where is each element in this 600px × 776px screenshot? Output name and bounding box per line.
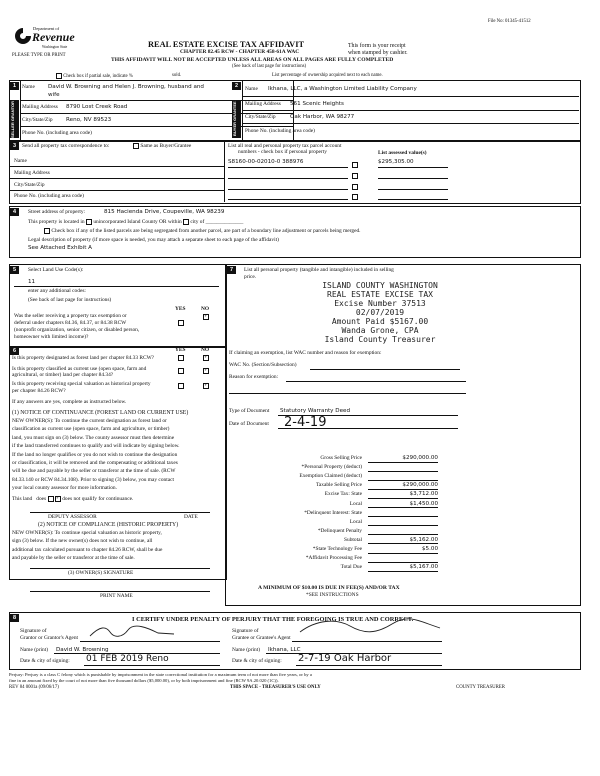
tax-row-value[interactable]: $5,167.00	[409, 564, 438, 571]
tax-row-value[interactable]: $1,450.00	[409, 500, 438, 507]
grantor-sig-label2: Grantor or Grantor's Agent	[20, 635, 79, 641]
continuance-row: This land does ✓ does not qualify for continuance.	[12, 496, 134, 503]
exemption-claim-label: If claiming an exemption, list WAC number and reason for exemption:	[229, 350, 382, 356]
located-label: This property is located in unincorporated Island County OR within city of ______________	[28, 219, 244, 226]
grantee-name-label: Name (print)	[232, 647, 260, 653]
notice1-line: land, you must sign on (3) below. The county assessor must then determine	[12, 434, 175, 441]
forest-yes-checkbox[interactable]	[178, 355, 184, 361]
doc-type-label: Type of Document	[229, 408, 270, 414]
stamp-line4: 02/07/2019	[355, 308, 405, 317]
s6-yes: YES	[175, 347, 186, 353]
see-instructions: *SEE INSTRUCTIONS	[306, 592, 359, 598]
street-label: Street address of property:	[28, 209, 86, 215]
historic-no-checkbox[interactable]: ✓	[204, 383, 209, 388]
buyer-mailing-label: Mailing Address	[245, 101, 281, 107]
exemption-q-line3: (nonprofit organization, senior citizen, or disabled person,	[14, 327, 140, 333]
s5-yes: YES	[175, 306, 186, 312]
unincorporated-checkbox[interactable]	[86, 219, 92, 225]
notice2-line: and payable by the seller or transferor at the time of sale.	[12, 555, 135, 562]
tax-row-label: Taxable Selling Price	[315, 482, 362, 489]
notice2-title: (2) NOTICE OF COMPLIANCE (HISTORIC PROPERTY)	[38, 522, 179, 528]
stamp-line3: Excise Number 37513	[334, 299, 426, 308]
tax-row-value[interactable]: $5.00	[421, 546, 438, 552]
receipt-note-1: This form is your receipt	[348, 43, 406, 49]
notice1-line: your local county assessor for more information.	[12, 485, 117, 492]
does-checkbox[interactable]	[48, 496, 54, 502]
additional-codes-label: enter any additional codes:	[28, 288, 86, 294]
doc-date-value[interactable]: 2-4-19	[284, 415, 327, 430]
tax-row-value[interactable]: $5,162.00	[409, 536, 438, 543]
parcel-pp-checkbox-4[interactable]	[352, 194, 358, 200]
parcel-pp-checkbox-3[interactable]	[352, 184, 358, 190]
seller-name-label: Name	[22, 84, 35, 90]
tax-row-underline	[368, 462, 438, 463]
reason-label: Reason for exemption:	[229, 374, 279, 380]
assessed-value[interactable]: $295,305.00	[378, 159, 414, 165]
grantee-sig-label1: Signature of	[232, 628, 259, 634]
exemption-q-line1: Was the seller receiving a property tax exemption or	[14, 313, 127, 319]
grantor-name-label: Name (print)	[20, 647, 48, 653]
tax-row-label: *Affidavit Processing Fee	[305, 555, 362, 562]
segregation-checkbox[interactable]	[44, 228, 50, 234]
same-as-buyer-checkbox[interactable]	[133, 143, 139, 149]
tax-row-label: *Delinquent Interest: State	[304, 509, 362, 516]
sold-label: sold.	[172, 73, 182, 78]
notice2-line: NEW OWNER(S): To continue special valuation as historic property,	[12, 530, 162, 536]
notice1-title: (1) NOTICE OF CONTINUANCE (FOREST LAND OR CURRENT USE)	[12, 410, 189, 416]
stamp-line1: ISLAND COUNTY WASHINGTON	[322, 281, 438, 290]
list-pct-label: List percentage of ownership acquired next to each name.	[272, 73, 383, 78]
tax-row-underline	[368, 507, 438, 508]
tax-row-label: Excise Tax: State	[324, 491, 362, 498]
tax-row-value[interactable]: $290,000.00	[402, 482, 438, 489]
same-as-buyer: Same as Buyer/Grantee	[133, 143, 191, 149]
if-any-yes: If any answers are yes, complete as instructed below.	[12, 399, 127, 405]
exemption-yes-checkbox[interactable]	[178, 320, 184, 326]
current-use-yes-checkbox[interactable]	[178, 368, 184, 374]
grantee-date-label: Date & city of signing:	[232, 658, 282, 664]
current-use-no-checkbox[interactable]: ✓	[204, 368, 209, 373]
form-warning: THIS AFFIDAVIT WILL NOT BE ACCEPTED UNLESS ALL AREAS ON ALL PAGES ARE FULLY COMPLETED	[111, 57, 394, 63]
historic-q1: Is this property receiving special valuation as historical property	[12, 381, 151, 387]
deputy-date-label: DATE	[184, 514, 198, 520]
tax-row-label: Gross Selling Price	[320, 455, 362, 461]
land-use-label: Select Land Use Code(s):	[28, 267, 84, 273]
tax-row-value[interactable]: $3,712.00	[409, 491, 438, 498]
notice2-line: additional tax calculated pursuant to chapter 84.26 RCW, shall be due	[12, 546, 163, 553]
corr-city-label: City/State/Zip	[14, 182, 45, 188]
buyer-city-label: City/State/Zip	[245, 114, 276, 120]
buyer-phone-label: Phone No. (including area code)	[245, 128, 315, 134]
corr-name-label: Name	[14, 158, 27, 164]
deputy-assessor-label: DEPUTY ASSESSOR	[48, 514, 97, 520]
rev-number: REV 84 0001a (09/06/17)	[9, 685, 59, 690]
tax-row-label: *Delinquent Penalty	[317, 527, 362, 534]
certify-statement: I CERTIFY UNDER PENALTY OF PERJURY THAT THE FOREGOING IS TRUE AND CORRECT.	[132, 616, 414, 623]
please-type: PLEASE TYPE OR PRINT	[12, 53, 66, 58]
grantee-name-value[interactable]: Ikhana, LLC	[268, 647, 301, 653]
tax-row-underline	[368, 525, 438, 526]
perjury-line1: Perjury: Perjury is a class C felony which is punishable by imprisonment in the state correctional institution for a maximum term of not more than five years, or by a	[9, 672, 312, 677]
street-value[interactable]: 815 Hacienda Drive, Coupeville, WA 98239	[104, 209, 225, 215]
grantor-date-label: Date & city of signing:	[20, 658, 70, 664]
seller-name-value[interactable]: David W. Browning and Helen J. Browning, husband and	[48, 84, 204, 90]
tax-row-underline	[368, 562, 438, 563]
buyer-mailing-value[interactable]: 561 Scenic Heights	[290, 101, 344, 107]
parcel-header-2: numbers - check box if personal property	[238, 149, 327, 155]
legal-desc-label: Legal description of property (if more space is needed, you may attach a separate sheet to each page of the affidavit)	[28, 237, 279, 243]
personal-property-label: List all personal property (tangible and intangible) included in selling	[244, 267, 394, 273]
tax-row-label: *Personal Property (deduct)	[301, 464, 362, 471]
dor-logo	[14, 24, 74, 54]
tax-row-underline	[368, 471, 438, 472]
minimum-fee-note: A MINIMUM OF $10.00 IS DUE IN FEE(S) AND/OR TAX	[258, 585, 400, 591]
does-not-checkbox[interactable]: ✓	[55, 496, 61, 501]
treasurer-use-only: THIS SPACE - TREASURER'S USE ONLY	[230, 685, 321, 690]
partial-sale-label: Check box if partial sale, indicate %	[56, 73, 133, 80]
parcel-pp-checkbox-2[interactable]	[352, 173, 358, 179]
seller-mailing-label: Mailing Address	[22, 104, 58, 110]
tax-row-underline	[368, 489, 438, 490]
print-name-label: PRINT NAME	[100, 593, 133, 599]
stamp-line7: Island County Treasurer	[324, 335, 436, 344]
notice1-line: If the land no longer qualifies or you do not wish to continue the designation	[12, 451, 178, 458]
perjury-line2: fine in an amount fixed by the court of not more than five thousand dollars ($5,000.00), or by both imprisonment and fine (RCW 9A.20.020 (1C)).	[9, 678, 279, 683]
current-use-q1: Is this property classified as current use (open space, farm and	[12, 366, 147, 372]
stamp-line6: Wanda Grone, CPA	[341, 326, 419, 335]
form-chapter: CHAPTER 82.45 RCW - CHAPTER 458-61A WAC	[180, 49, 300, 55]
file-number: File No: 01345-41512	[488, 19, 531, 24]
tax-row-label: Exemption Claimed (deduct)	[299, 473, 362, 480]
tax-row-underline	[368, 571, 438, 572]
forest-q: Is this property designated as forest land per chapter 84.33 RCW?	[12, 355, 155, 361]
grantor-signature[interactable]	[88, 624, 178, 640]
parcel-pp-checkbox-1[interactable]	[352, 162, 358, 168]
land-use-value[interactable]: 11	[28, 279, 36, 285]
grantor-date-value[interactable]: 01 FEB 2019 Reno	[86, 654, 169, 664]
buyer-city-value[interactable]: Oak Harbor, WA 98277	[290, 114, 355, 120]
dept-line1: Department of	[33, 26, 60, 31]
seller-name-value-cont: wife	[48, 92, 60, 98]
tax-row-label: *State Technology Fee	[312, 546, 362, 552]
seller-phone-label: Phone No. (including area code)	[22, 130, 92, 136]
tax-row-underline	[368, 480, 438, 481]
dept-line2: Washington State	[42, 45, 68, 49]
corr-phone-label: Phone No. (including area code)	[14, 193, 84, 199]
seller-city-value[interactable]: Reno, NV 89523	[66, 117, 112, 123]
receipt-note-2: when stamped by cashier.	[348, 50, 408, 56]
owner-signature-label: (3) OWNER(S) SIGNATURE	[68, 570, 134, 576]
exemption-q-line2: deferral under chapters 84.36, 84.37, or 84.38 RCW	[14, 320, 127, 326]
tax-row-underline	[368, 553, 438, 554]
correspondence-label: Send all property tax correspondence to:	[22, 143, 110, 149]
notice1-line: or classification, it will be removed and the compensating or additional taxes	[12, 460, 178, 466]
seller-mailing-value[interactable]: 8790 Lost Creek Road	[66, 104, 128, 110]
treasurer-stamp	[250, 281, 510, 344]
grantee-signature[interactable]	[296, 616, 446, 638]
tax-row-underline	[368, 534, 438, 535]
grantee-date-value[interactable]: 2-7-19 Oak Harbor	[298, 653, 392, 664]
form-title: REAL ESTATE EXCISE TAX AFFIDAVIT	[148, 40, 305, 49]
s6-no: NO	[201, 347, 210, 353]
notice1-line: if the land transferred continues to qualify and will indicate by signing below.	[12, 443, 180, 450]
tax-row-label: Subtotal	[344, 536, 362, 543]
land-use-see-back: (See back of last page for instructions)	[28, 297, 112, 303]
doc-date-label: Date of Document	[229, 421, 269, 427]
stamp-line2: REAL ESTATE EXCISE TAX	[327, 290, 433, 299]
tax-row-underline	[368, 543, 438, 544]
tax-row-label: Total Due	[340, 564, 362, 571]
legal-desc-value[interactable]: See Attached Exhibit A	[28, 245, 92, 251]
forest-no-checkbox[interactable]: ✓	[204, 355, 209, 360]
s5-no: NO	[201, 306, 210, 312]
parcel-number[interactable]: S8160-00-02010-0 388976	[228, 159, 304, 165]
tax-row-label: Local	[349, 500, 362, 507]
historic-yes-checkbox[interactable]	[178, 383, 184, 389]
seller-city-label: City/State/Zip	[22, 117, 53, 123]
wac-no-label: WAC No. (Section/Subsection)	[229, 362, 297, 368]
exemption-q-line4: homeowner with limited income)?	[14, 334, 89, 340]
see-back: (See back of last page for instructions)	[232, 64, 307, 69]
buyer-name-value[interactable]: Ikhana, LLC, a Washington Limited Liability Company	[268, 86, 417, 92]
tax-row-underline	[368, 516, 438, 517]
dept-logo-text: Revenue	[32, 30, 75, 44]
historic-q2: per chapter 84.26 RCW?	[12, 388, 66, 394]
grantor-sig-label1: Signature of	[20, 628, 47, 634]
notice2-line: sign (3) below. If the new owner(s) does not wish to continue, all	[12, 538, 153, 545]
partial-sale-checkbox[interactable]	[56, 73, 62, 79]
tax-row-underline	[368, 498, 438, 499]
assessed-header: List assessed value(s)	[378, 150, 427, 156]
notice1-line: will be due and payable by the seller or transferor at the time of sale. (RCW	[12, 468, 176, 475]
corr-mailing-label: Mailing Address	[14, 170, 50, 176]
notice1-line: 84.33.140 or RCW 84.34.108). Prior to signing (3) below, you may contact	[12, 476, 174, 483]
parcel-header-1: List all real and personal property tax parcel account	[228, 143, 342, 149]
seller-sidebar: SELLER GRANTOR	[10, 100, 19, 138]
grantor-name-value[interactable]: David W. Browning	[56, 647, 109, 653]
tax-row-value[interactable]: $290,000.00	[402, 455, 438, 461]
doc-type-value[interactable]: Statutory Warranty Deed	[280, 408, 351, 414]
exemption-no-checkbox[interactable]: ✓	[204, 314, 209, 319]
buyer-name-label: Name	[245, 86, 258, 92]
tax-row-label: Local	[349, 518, 362, 525]
county-treasurer: COUNTY TREASURER	[456, 685, 505, 690]
city-checkbox[interactable]	[183, 219, 189, 225]
notice1-line: classification as current use (open space, farm and agriculture, or timber)	[12, 426, 170, 433]
personal-property-label2: price.	[244, 274, 257, 280]
grantee-sig-label2: Grantee or Grantee's Agent	[232, 635, 291, 641]
current-use-q2: agricultural, or timber) land per chapter 84.34?	[12, 372, 114, 378]
washington-seal-icon	[14, 27, 32, 45]
notice1-line: NEW OWNER(S): To continue the current designation as forest land or	[12, 418, 167, 424]
stamp-line5: Amount Paid $5167.00	[331, 317, 429, 326]
buyer-sidebar: BUYER GRANTEE	[232, 100, 241, 138]
segregation-label: Check box if any of the listed parcels are being segregated from another parcel, are part of a boundary line adjustment or parcels being merged.	[44, 228, 361, 234]
